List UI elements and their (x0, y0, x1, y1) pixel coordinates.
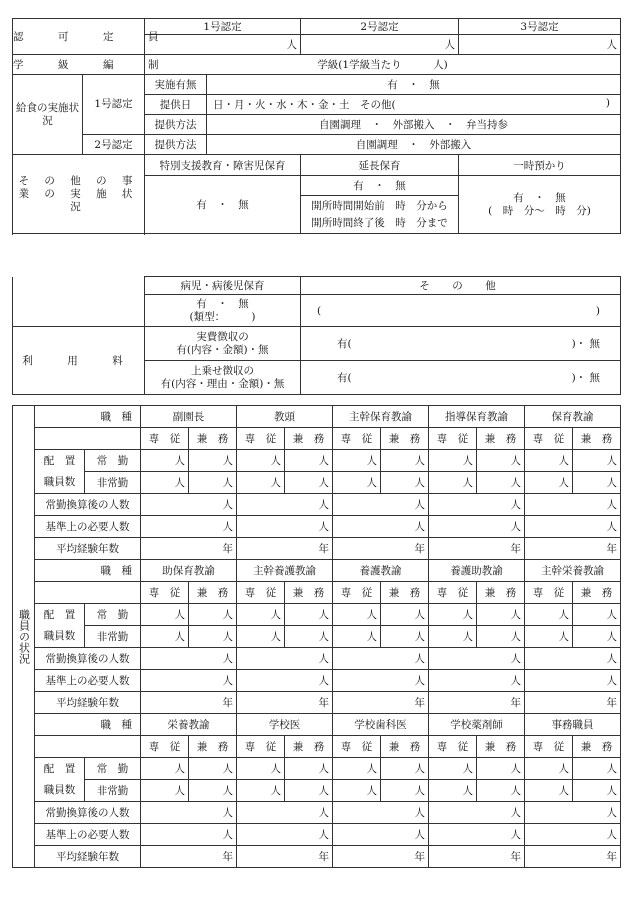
meals-method1-value: 自園調理 ・ 外部搬入 ・ 弁当持参 (207, 115, 621, 135)
part-time-label: 非常勤 (85, 780, 141, 802)
experience-years: 年 (333, 846, 429, 868)
concurrent-header: 兼 務 (477, 736, 525, 758)
required-count: 人 (237, 516, 333, 538)
experience-years: 年 (525, 692, 621, 714)
full-time-header: 専 従 (429, 428, 477, 450)
regular-count: 人 (381, 450, 429, 472)
concurrent-header: 兼 務 (381, 428, 429, 450)
regular-count: 人 (429, 450, 477, 472)
experience-years: 年 (141, 846, 237, 868)
experience-label: 平均経験年数 (35, 846, 141, 868)
temp-value: 有 ・ 無 ( 時 分～ 時 分) (459, 176, 621, 234)
required-count: 人 (237, 824, 333, 846)
part-time-count: 人 (573, 780, 621, 802)
job-name: 学校医 (237, 714, 333, 736)
staff-table (12, 405, 621, 868)
regular-count: 人 (525, 758, 573, 780)
converted-count: 人 (141, 648, 237, 670)
full-time-header: 専 従 (141, 736, 189, 758)
part-time-count: 人 (429, 626, 477, 648)
concurrent-header: 兼 務 (477, 428, 525, 450)
part-time-count: 人 (381, 780, 429, 802)
converted-count: 人 (141, 802, 237, 824)
converted-count: 人 (141, 494, 237, 516)
regular-count: 人 (477, 450, 525, 472)
converted-label: 常勤換算後の人数 (35, 494, 141, 516)
required-count: 人 (525, 824, 621, 846)
meals-days-value: 日・月・火・水・木・金・土 その他( ) (207, 95, 621, 115)
meals-method2-label: 提供方法 (145, 135, 207, 155)
part-time-count: 人 (429, 780, 477, 802)
regular-count: 人 (189, 450, 237, 472)
regular-count: 人 (285, 758, 333, 780)
experience-years: 年 (525, 846, 621, 868)
meals-implemented-label: 実施有無 (145, 75, 207, 95)
part-time-count: 人 (525, 472, 573, 494)
facility-form-top (12, 18, 621, 234)
part-time-count: 人 (477, 472, 525, 494)
job-name: 事務職員 (525, 714, 621, 736)
regular-count: 人 (381, 758, 429, 780)
full-time-header: 専 従 (333, 428, 381, 450)
full-time-header: 専 従 (141, 428, 189, 450)
converted-count: 人 (429, 494, 525, 516)
regular-count: 人 (381, 604, 429, 626)
experience-years: 年 (429, 846, 525, 868)
regular-label: 常 勤 (85, 758, 141, 780)
cert2-header: 2号認定 (301, 19, 459, 35)
required-label: 基準上の必要人数 (35, 824, 141, 846)
job-label: 職 種 (35, 406, 141, 428)
part-time-count: 人 (477, 780, 525, 802)
cert3-header: 3号認定 (459, 19, 621, 35)
concurrent-header: 兼 務 (381, 736, 429, 758)
other-label: そ の 他 の 事 業 の 実 施 状 況 (13, 155, 145, 234)
cert1-header: 1号認定 (145, 19, 301, 35)
regular-count: 人 (573, 604, 621, 626)
full-time-header: 専 従 (525, 428, 573, 450)
placement-label: 配 置 職員数 (35, 758, 85, 802)
other-services-value: ( ) (301, 295, 621, 327)
job-name: 主幹保育教諭 (333, 406, 429, 428)
concurrent-header: 兼 務 (477, 582, 525, 604)
regular-count: 人 (141, 758, 189, 780)
part-time-count: 人 (141, 780, 189, 802)
regular-label: 常 勤 (85, 604, 141, 626)
extended-value: 有 ・ 無 (301, 176, 459, 196)
concurrent-header: 兼 務 (189, 428, 237, 450)
experience-label: 平均経験年数 (35, 692, 141, 714)
concurrent-header: 兼 務 (285, 736, 333, 758)
job-name: 主幹養護教諭 (237, 560, 333, 582)
full-time-header: 専 従 (429, 582, 477, 604)
part-time-label: 非常勤 (85, 626, 141, 648)
cert3-capacity: 人 (459, 35, 621, 55)
regular-label: 常 勤 (85, 450, 141, 472)
required-count: 人 (141, 516, 237, 538)
regular-count: 人 (429, 604, 477, 626)
required-count: 人 (429, 824, 525, 846)
concurrent-header: 兼 務 (573, 428, 621, 450)
sick-label: 病児・病後児保育 (145, 277, 301, 295)
meals-method1-label: 提供方法 (145, 115, 207, 135)
experience-years: 年 (237, 538, 333, 560)
job-name: 副園長 (141, 406, 237, 428)
required-count: 人 (141, 670, 237, 692)
part-time-count: 人 (237, 780, 285, 802)
job-name: 指導保育教諭 (429, 406, 525, 428)
converted-label: 常勤換算後の人数 (35, 648, 141, 670)
job-name: 教頭 (237, 406, 333, 428)
experience-years: 年 (141, 538, 237, 560)
part-time-count: 人 (189, 780, 237, 802)
converted-count: 人 (333, 494, 429, 516)
fees-extra-value: 有( )・ 無 (301, 361, 621, 395)
full-time-header: 専 従 (141, 582, 189, 604)
special-label: 特別支援教育・障害児保育 (145, 155, 301, 176)
capacity-label: 認 可 定 員 (13, 19, 145, 55)
concurrent-header: 兼 務 (189, 736, 237, 758)
full-time-header: 専 従 (237, 428, 285, 450)
regular-count: 人 (189, 604, 237, 626)
meals-cert1: 1号認定 (83, 75, 145, 135)
converted-count: 人 (333, 802, 429, 824)
full-time-header: 専 従 (333, 582, 381, 604)
required-count: 人 (333, 670, 429, 692)
part-time-count: 人 (189, 626, 237, 648)
cert2-capacity: 人 (301, 35, 459, 55)
classes-value: 学級(1学級当たり 人) (145, 55, 621, 75)
staff-side-label: 職員の状況 (13, 406, 35, 868)
full-time-header: 専 従 (237, 582, 285, 604)
temp-label: 一時預かり (459, 155, 621, 176)
experience-years: 年 (141, 692, 237, 714)
required-count: 人 (333, 824, 429, 846)
fees-label: 利 用 料 (13, 327, 145, 395)
required-label: 基準上の必要人数 (35, 516, 141, 538)
experience-years: 年 (429, 692, 525, 714)
part-time-count: 人 (381, 626, 429, 648)
sick-value: 有 ・ 無 (類型： ) (145, 295, 301, 327)
fees-extra-label: 上乗せ徴収の 有(内容・理由・金額)・無 (145, 361, 301, 395)
job-name: 保育教諭 (525, 406, 621, 428)
part-time-count: 人 (525, 626, 573, 648)
job-label: 職 種 (35, 714, 141, 736)
experience-label: 平均経験年数 (35, 538, 141, 560)
experience-years: 年 (333, 538, 429, 560)
regular-count: 人 (285, 604, 333, 626)
job-name: 栄養教諭 (141, 714, 237, 736)
part-time-count: 人 (477, 626, 525, 648)
regular-count: 人 (333, 450, 381, 472)
regular-count: 人 (477, 604, 525, 626)
part-time-count: 人 (189, 472, 237, 494)
required-count: 人 (525, 516, 621, 538)
converted-count: 人 (429, 648, 525, 670)
job-name: 学校薬剤師 (429, 714, 525, 736)
full-time-header: 専 従 (237, 736, 285, 758)
concurrent-header: 兼 務 (573, 736, 621, 758)
classes-label: 学 級 編 制 (13, 55, 145, 75)
part-time-count: 人 (333, 472, 381, 494)
converted-count: 人 (237, 648, 333, 670)
part-time-count: 人 (381, 472, 429, 494)
converted-count: 人 (333, 648, 429, 670)
experience-years: 年 (237, 846, 333, 868)
converted-count: 人 (525, 494, 621, 516)
extended-hours: 開所時間開始前 時 分から 開所時間終了後 時 分まで (301, 196, 459, 234)
experience-years: 年 (525, 538, 621, 560)
concurrent-header: 兼 務 (381, 582, 429, 604)
placement-label: 配 置 職員数 (35, 450, 85, 494)
part-time-count: 人 (573, 472, 621, 494)
cert1-capacity: 人 (145, 35, 301, 55)
required-count: 人 (141, 824, 237, 846)
fees-actual-label: 実費徴収の 有(内容・金額)・無 (145, 327, 301, 361)
converted-label: 常勤換算後の人数 (35, 802, 141, 824)
meals-label: 給食の実施状況 (13, 75, 83, 155)
job-name: 主幹栄養教諭 (525, 560, 621, 582)
facility-form-middle (12, 276, 621, 395)
regular-count: 人 (333, 758, 381, 780)
meals-implemented-value: 有 ・ 無 (207, 75, 621, 95)
full-time-header: 専 従 (525, 582, 573, 604)
regular-count: 人 (429, 758, 477, 780)
part-time-count: 人 (525, 780, 573, 802)
regular-count: 人 (525, 450, 573, 472)
regular-count: 人 (237, 758, 285, 780)
required-label: 基準上の必要人数 (35, 670, 141, 692)
meals-method2-value: 自園調理 ・ 外部搬入 (207, 135, 621, 155)
part-time-count: 人 (237, 472, 285, 494)
required-count: 人 (429, 670, 525, 692)
extended-label: 延長保育 (301, 155, 459, 176)
regular-count: 人 (573, 758, 621, 780)
special-value: 有 ・ 無 (145, 176, 301, 234)
job-label: 職 種 (35, 560, 141, 582)
regular-count: 人 (141, 450, 189, 472)
full-time-header: 専 従 (333, 736, 381, 758)
placement-label: 配 置 職員数 (35, 604, 85, 648)
part-time-count: 人 (285, 472, 333, 494)
concurrent-header: 兼 務 (285, 428, 333, 450)
job-name: 養護教諭 (333, 560, 429, 582)
job-name: 養護助教諭 (429, 560, 525, 582)
regular-count: 人 (573, 450, 621, 472)
regular-count: 人 (333, 604, 381, 626)
regular-count: 人 (237, 450, 285, 472)
required-count: 人 (237, 670, 333, 692)
converted-count: 人 (429, 802, 525, 824)
regular-count: 人 (141, 604, 189, 626)
converted-count: 人 (237, 802, 333, 824)
part-time-count: 人 (573, 626, 621, 648)
experience-years: 年 (237, 692, 333, 714)
part-time-count: 人 (429, 472, 477, 494)
part-time-count: 人 (141, 626, 189, 648)
part-time-count: 人 (333, 626, 381, 648)
full-time-header: 専 従 (429, 736, 477, 758)
concurrent-header: 兼 務 (285, 582, 333, 604)
required-count: 人 (333, 516, 429, 538)
part-time-count: 人 (285, 626, 333, 648)
meals-cert2: 2号認定 (83, 135, 145, 155)
fees-actual-value: 有( )・ 無 (301, 327, 621, 361)
part-time-count: 人 (237, 626, 285, 648)
regular-count: 人 (189, 758, 237, 780)
experience-years: 年 (429, 538, 525, 560)
converted-count: 人 (525, 802, 621, 824)
regular-count: 人 (285, 450, 333, 472)
full-time-header: 専 従 (525, 736, 573, 758)
part-time-count: 人 (285, 780, 333, 802)
regular-count: 人 (477, 758, 525, 780)
meals-days-label: 提供日 (145, 95, 207, 115)
required-count: 人 (525, 670, 621, 692)
other-services-label: そ の 他 (301, 277, 621, 295)
job-name: 学校歯科医 (333, 714, 429, 736)
part-time-count: 人 (141, 472, 189, 494)
job-name: 助保育教諭 (141, 560, 237, 582)
part-time-count: 人 (333, 780, 381, 802)
part-time-label: 非常勤 (85, 472, 141, 494)
concurrent-header: 兼 務 (189, 582, 237, 604)
converted-count: 人 (525, 648, 621, 670)
converted-count: 人 (237, 494, 333, 516)
regular-count: 人 (525, 604, 573, 626)
concurrent-header: 兼 務 (573, 582, 621, 604)
experience-years: 年 (333, 692, 429, 714)
required-count: 人 (429, 516, 525, 538)
regular-count: 人 (237, 604, 285, 626)
